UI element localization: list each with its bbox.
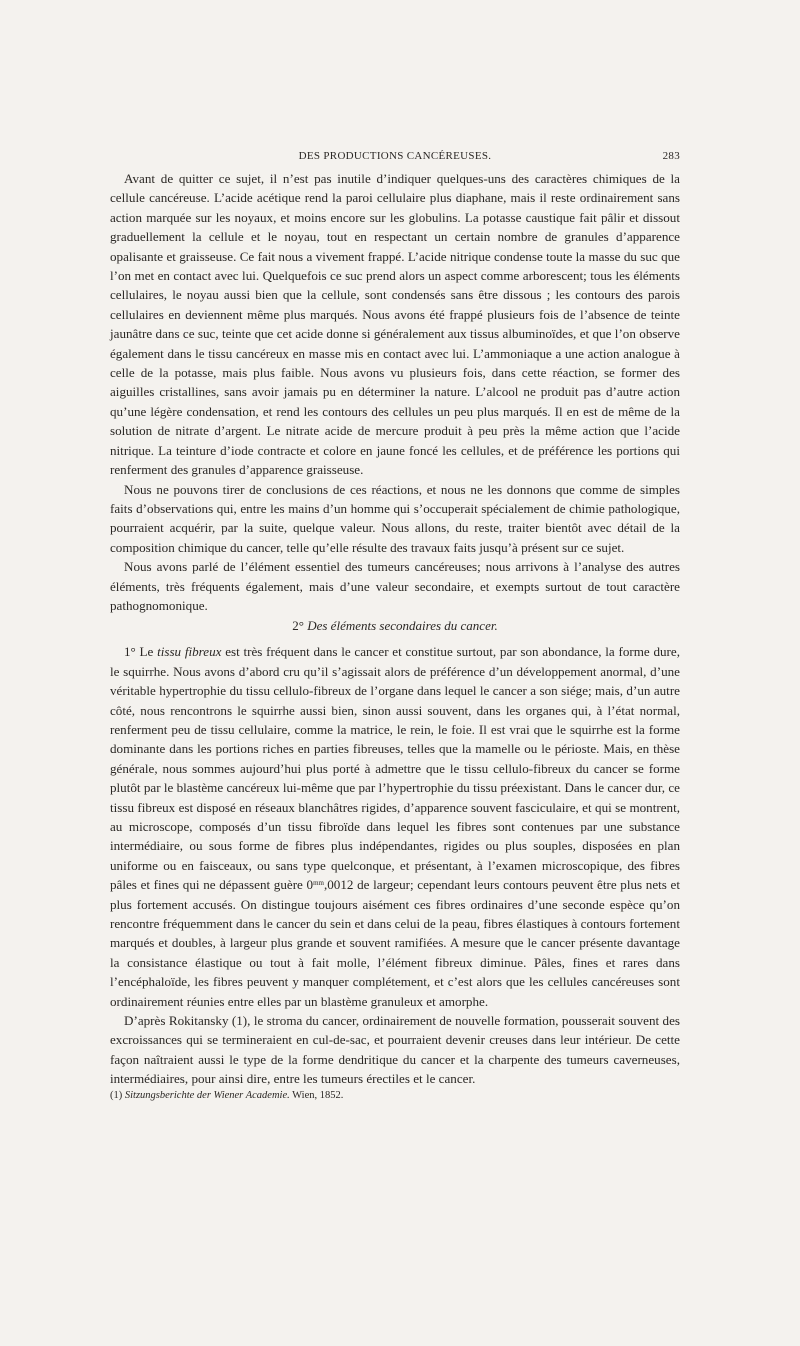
footnote-marker: (1) [110, 1090, 123, 1101]
footnote-rest: Wien, 1852. [292, 1090, 344, 1101]
fibrous-tissue-text: est très fréquent dans le cancer et constitue surtout, par son abondance, la forme dure, le squirrhe. Nous avons d’abord cru qu’il s’agissait alors de préférence d’un développement anormal, d’une véritable hypertrophie du tissu cellulo-fibreux de l’organe dans lequel le cancer a son siége; mais, d’un autre côté, nous rencontrons le squirrhe aussi bien, sinon aussi souvent, dans les organes qui, à l’état normal, renferment peu de tissu cellulaire, comme la matrice, le rein, le foie. Il est vrai que le squirrhe est la forme dominante dans les portions riches en parties fibreuses, telles que la mamelle ou le périoste. Mais, en thèse générale, nous sommes aujourd’hui plus porté à admettre que le tissu cellulo-fibreux du cancer se forme plutôt par le blastème cancéreux lui-même que par l’hypertrophie du tissu préexistant. Dans le cancer dur, ce tissu fibreux est disposé en réseaux blanchâtres rigides, d’apparence souvent fasciculaire, et qui se montrent, au microscope, composés d’un tissu fibroïde dans lequel les fibres sont contenues par une substance intermédiaire, ou sous forme de fibres plus indépendantes, rigides ou plus souples, disposées en plan uniforme ou en faisceaux, ou sans type quelconque, et présentant, à l’examen microscopique, des fibres pâles et fines qui ne dépassent guère 0 [110, 644, 681, 893]
paragraph-secondary-elements-intro: Nous avons parlé de l’élément essentiel des tumeurs cancéreuses; nous arrivons à l’analyse des autres éléments, très fréquents également, mais d’une valeur secondaire, et exempts surtout de tout caractère pathognomonique. [110, 559, 680, 613]
page-header [110, 150, 680, 164]
body-text [110, 169, 680, 1089]
unit-superscript: mm [313, 879, 324, 888]
section-heading [110, 617, 680, 635]
section-title: Des éléments secondaires du cancer. [307, 618, 498, 634]
paragraph-chemical-characters: Avant de quitter ce sujet, il n’est pas inutile d’indiquer quelques-uns des caractères chimiques de la cellule cancéreuse. L’acide acétique rend la paroi cellulaire plus diaphane, mais il reste ordinairement sans action marquée sur les noyaux, et moins encore sur les globulins. La potasse caustique fait pâlir et dissout graduellement la cellule et le noyau, tout en respectant un certain nombre de granules d’apparence opalisante et graisseuse. Ce fait nous a vivement frappé. L’acide nitrique condense toute la masse du suc que l’on met en contact avec lui. Quelquefois ce suc prend alors un aspect comme arborescent; tous les éléments cellulaires, le noyau aussi bien que la cellule, sont condensés sans être dissous ; les contours des parois cellulaires en deviennent même plus marqués. Nous avons été frappé plusieurs fois de l’absence de teinte jaunâtre dans ce suc, teinte que cet acide donne si généralement aux tissus albuminoïdes, et que l’on observe également dans le tissu cancéreux en masse mis en contact avec lui. L’ammoniaque a une action analogue à celle de la potasse, mais plus faible. Nous avons vu plusieurs fois, dans cette réaction, se former des aiguilles cristallines, sans avoir jamais pu en déterminer la nature. L’alcool ne produit pas d’autre action qu’une légère condensation, et rend les contours des cellules un peu plus marqués. Il en est de même de la solution de nitrate d’argent. Le nitrate acide de mercure produit à peu près la même action que l’acide nitrique. La teinture d’iode contracte et colore en jaune foncé les cellules, et de préférence les portions qui renferment des granules d’apparence graisseuse. [110, 171, 680, 478]
paragraph-rokitansky: D’après Rokitansky (1), le stroma du cancer, ordinairement de nouvelle formation, pousserait souvent des excroissances qui se termineraient en cul-de-sac, et pourraient devenir creuses dans leur intérieur. De cette façon naîtraient aussi le type de la forme dendritique du cancer et la charpente des tumeurs caverneuses, intermédiaires, pour ainsi dire, entre les tumeurs érectiles et le cancer. [110, 1013, 680, 1087]
item-number: 1° Le [124, 644, 154, 660]
footnote-title: Sitzungsberichte der Wiener Academie. [124, 1090, 290, 1101]
section-number: 2° [292, 618, 304, 634]
running-title: DES PRODUCTIONS CANCÉREUSES. [298, 150, 492, 162]
fibrous-tissue-text-cont: ,0012 de largeur; cependant leurs contours peuvent être plus nets et plus fortement accusés. On distingue toujours aisément ces fibres ordinaires d’une seconde espèce qu’on rencontre fréquemment dans le cancer du sein et dans celui de la peau, fibres élastiques à contours fortement marqués et doubles, à largeur plus grande et souvent ramifiées. A mesure que le cancer présente davantage la consistance élastique ou tout à fait molle, l’élément fibreux diminue. Pâles, fines et rares dans l’encéphaloïde, les fibres peuvent y manquer complétement, et c’est alors que les cellules cancéreuses sont ordinairement réunies entre elles par un blastème granuleux et amorphe. [110, 877, 680, 1009]
paragraph-fibrous-tissue [110, 642, 680, 1011]
footnote [110, 1089, 680, 1103]
page-number: 283 [662, 150, 680, 162]
paragraph-conclusions: Nous ne pouvons tirer de conclusions de ces réactions, et nous ne les donnons que comme de simples faits d’observations qui, entre les mains d’un homme qui s’occuperait spécialement de chimie pathologique, pourraient acquérir, par la suite, quelque valeur. Nous allons, du reste, traiter bientôt avec détail de la composition chimique du cancer, telle qu’elle résulte des travaux faits jusqu’à présent sur ce sujet. [110, 481, 680, 555]
term-fibrous-tissue: tissu fibreux [157, 644, 222, 660]
